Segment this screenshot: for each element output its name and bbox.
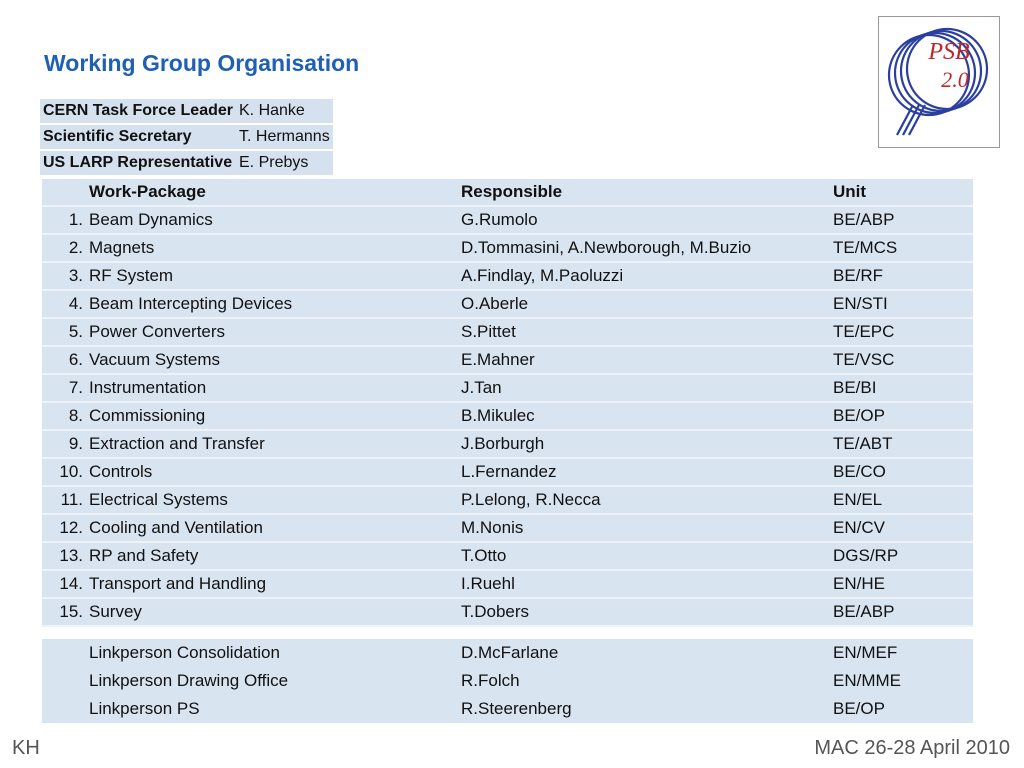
wp-name: Power Converters bbox=[89, 318, 461, 346]
footer-author: KH bbox=[12, 737, 40, 759]
wp-unit: BE/OP bbox=[833, 402, 973, 430]
wp-responsible: O.Aberle bbox=[461, 290, 833, 318]
table-row bbox=[42, 514, 973, 542]
wp-unit: EN/HE bbox=[833, 570, 973, 598]
table-row bbox=[42, 374, 973, 402]
wp-responsible: E.Mahner bbox=[461, 346, 833, 374]
table-row bbox=[42, 695, 973, 723]
wp-name: Commissioning bbox=[89, 402, 461, 430]
linkperson-name: Linkperson Consolidation bbox=[89, 639, 461, 667]
wp-responsible: D.Tommasini, A.Newborough, M.Buzio bbox=[461, 234, 833, 262]
wp-unit: BE/ABP bbox=[833, 598, 973, 626]
wp-num: 11. bbox=[42, 486, 89, 514]
wp-responsible: I.Ruehl bbox=[461, 570, 833, 598]
wp-unit: EN/CV bbox=[833, 514, 973, 542]
footer-event: MAC 26-28 April 2010 bbox=[814, 737, 1010, 759]
wp-num: 6. bbox=[42, 346, 89, 374]
wp-name: Beam Intercepting Devices bbox=[89, 290, 461, 318]
leadership-name: K. Hanke bbox=[236, 99, 333, 124]
wp-unit: TE/ABT bbox=[833, 430, 973, 458]
table-row bbox=[42, 598, 973, 626]
wp-name: RF System bbox=[89, 262, 461, 290]
wp-responsible: T.Dobers bbox=[461, 598, 833, 626]
wp-responsible: J.Borburgh bbox=[461, 430, 833, 458]
linkperson-name: Linkperson PS bbox=[89, 695, 461, 723]
wp-num: 7. bbox=[42, 374, 89, 402]
header-unit: Unit bbox=[833, 179, 973, 206]
wp-num: 8. bbox=[42, 402, 89, 430]
table-row bbox=[42, 667, 973, 695]
table-row bbox=[42, 542, 973, 570]
wp-responsible: T.Otto bbox=[461, 542, 833, 570]
wp-num: 15. bbox=[42, 598, 89, 626]
table-row bbox=[42, 318, 973, 346]
linkperson-spacer bbox=[42, 639, 89, 667]
table-row bbox=[42, 346, 973, 374]
linkperson-responsible: R.Steerenberg bbox=[461, 695, 833, 723]
wp-name: RP and Safety bbox=[89, 542, 461, 570]
wp-num: 12. bbox=[42, 514, 89, 542]
linkperson-responsible: R.Folch bbox=[461, 667, 833, 695]
header-workpackage: Work-Package bbox=[89, 179, 461, 206]
wp-unit: DGS/RP bbox=[833, 542, 973, 570]
table-row bbox=[42, 262, 973, 290]
wp-num: 14. bbox=[42, 570, 89, 598]
wp-unit: TE/VSC bbox=[833, 346, 973, 374]
leadership-name: T. Hermanns bbox=[236, 124, 333, 150]
leadership-role: CERN Task Force Leader bbox=[40, 99, 236, 124]
table-row bbox=[42, 570, 973, 598]
header-num bbox=[42, 179, 89, 206]
wp-num: 9. bbox=[42, 430, 89, 458]
wp-responsible: B.Mikulec bbox=[461, 402, 833, 430]
wp-unit: BE/RF bbox=[833, 262, 973, 290]
linkperson-spacer bbox=[42, 667, 89, 695]
wp-name: Electrical Systems bbox=[89, 486, 461, 514]
wp-unit: EN/STI bbox=[833, 290, 973, 318]
wp-responsible: G.Rumolo bbox=[461, 206, 833, 234]
table-row bbox=[42, 206, 973, 234]
wp-num: 1. bbox=[42, 206, 89, 234]
leadership-table bbox=[40, 99, 333, 177]
linkperson-unit: EN/MEF bbox=[833, 639, 973, 667]
wp-responsible: P.Lelong, R.Necca bbox=[461, 486, 833, 514]
wp-unit: BE/CO bbox=[833, 458, 973, 486]
linkperson-spacer bbox=[42, 695, 89, 723]
wp-name: Controls bbox=[89, 458, 461, 486]
wp-num: 10. bbox=[42, 458, 89, 486]
wp-name: Vacuum Systems bbox=[89, 346, 461, 374]
wp-name: Survey bbox=[89, 598, 461, 626]
wp-num: 2. bbox=[42, 234, 89, 262]
linkperson-table bbox=[42, 639, 973, 723]
wp-num: 13. bbox=[42, 542, 89, 570]
table-row bbox=[42, 458, 973, 486]
wp-responsible: L.Fernandez bbox=[461, 458, 833, 486]
leadership-name: E. Prebys bbox=[236, 150, 333, 176]
leadership-row bbox=[40, 99, 333, 124]
wp-unit: BE/ABP bbox=[833, 206, 973, 234]
table-row bbox=[42, 402, 973, 430]
wp-unit: TE/EPC bbox=[833, 318, 973, 346]
psb-2-0-logo bbox=[878, 16, 1000, 148]
wp-name: Magnets bbox=[89, 234, 461, 262]
wp-responsible: J.Tan bbox=[461, 374, 833, 402]
wp-responsible: A.Findlay, M.Paoluzzi bbox=[461, 262, 833, 290]
wp-name: Transport and Handling bbox=[89, 570, 461, 598]
linkperson-unit: EN/MME bbox=[833, 667, 973, 695]
wp-name: Cooling and Ventilation bbox=[89, 514, 461, 542]
wp-unit: TE/MCS bbox=[833, 234, 973, 262]
wp-name: Beam Dynamics bbox=[89, 206, 461, 234]
wp-num: 5. bbox=[42, 318, 89, 346]
wp-responsible: M.Nonis bbox=[461, 514, 833, 542]
table-header-row bbox=[42, 179, 973, 206]
linkperson-responsible: D.McFarlane bbox=[461, 639, 833, 667]
workpackage-table bbox=[42, 179, 973, 627]
wp-name: Instrumentation bbox=[89, 374, 461, 402]
wp-unit: BE/BI bbox=[833, 374, 973, 402]
wp-name: Extraction and Transfer bbox=[89, 430, 461, 458]
logo-text-psb: PSB bbox=[928, 39, 970, 65]
table-row bbox=[42, 430, 973, 458]
table-row bbox=[42, 234, 973, 262]
leadership-row bbox=[40, 124, 333, 150]
header-responsible: Responsible bbox=[461, 179, 833, 206]
table-row bbox=[42, 486, 973, 514]
wp-unit: EN/EL bbox=[833, 486, 973, 514]
leadership-role: Scientific Secretary bbox=[40, 124, 236, 150]
wp-num: 4. bbox=[42, 290, 89, 318]
page-title: Working Group Organisation bbox=[44, 50, 360, 76]
logo-text-version: 2.0 bbox=[941, 67, 969, 92]
linkperson-name: Linkperson Drawing Office bbox=[89, 667, 461, 695]
wp-num: 3. bbox=[42, 262, 89, 290]
table-row bbox=[42, 290, 973, 318]
table-row bbox=[42, 639, 973, 667]
wp-responsible: S.Pittet bbox=[461, 318, 833, 346]
leadership-role: US LARP Representative bbox=[40, 150, 236, 176]
psb-logo-icon bbox=[879, 17, 999, 147]
linkperson-unit: BE/OP bbox=[833, 695, 973, 723]
leadership-row bbox=[40, 150, 333, 176]
